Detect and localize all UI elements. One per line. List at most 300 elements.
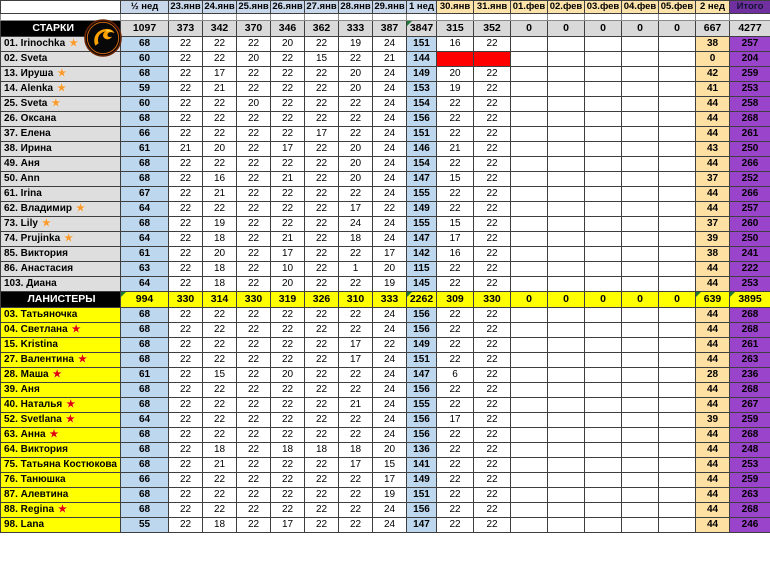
score-cell[interactable]: 22	[271, 82, 305, 97]
score-cell[interactable]: 156	[407, 413, 437, 428]
score-cell[interactable]: 22	[271, 428, 305, 443]
score-cell[interactable]	[585, 413, 622, 428]
score-cell[interactable]	[511, 443, 548, 458]
score-cell[interactable]	[511, 127, 548, 142]
score-cell[interactable]: 22	[305, 308, 339, 323]
score-cell[interactable]: 64	[121, 277, 169, 292]
score-cell[interactable]	[511, 52, 548, 67]
score-cell[interactable]: 156	[407, 428, 437, 443]
score-cell[interactable]: 156	[407, 503, 437, 518]
team-total-cell[interactable]: 0	[548, 292, 585, 308]
score-cell[interactable]: 22	[237, 458, 271, 473]
score-cell[interactable]: 22	[169, 112, 203, 127]
score-cell[interactable]	[585, 458, 622, 473]
team-total-cell[interactable]: 0	[585, 292, 622, 308]
score-cell[interactable]: 241	[730, 247, 770, 262]
score-cell[interactable]: 22	[237, 112, 271, 127]
score-cell[interactable]	[622, 172, 659, 187]
score-cell[interactable]: 44	[696, 308, 730, 323]
player-name-cell[interactable]	[1, 172, 121, 187]
score-cell[interactable]	[622, 398, 659, 413]
score-cell[interactable]: 15	[437, 217, 474, 232]
score-cell[interactable]: 22	[237, 247, 271, 262]
score-cell[interactable]	[622, 247, 659, 262]
score-cell[interactable]: 22	[305, 97, 339, 112]
score-cell[interactable]: 147	[407, 368, 437, 383]
score-cell[interactable]	[511, 308, 548, 323]
score-cell[interactable]: 17	[373, 473, 407, 488]
score-cell[interactable]: 22	[305, 368, 339, 383]
team-total-cell[interactable]: 667	[696, 21, 730, 37]
score-cell[interactable]: 22	[474, 172, 511, 187]
score-cell[interactable]: 22	[474, 82, 511, 97]
score-cell[interactable]	[511, 473, 548, 488]
score-cell[interactable]: 22	[474, 503, 511, 518]
score-cell[interactable]: 21	[271, 172, 305, 187]
score-cell[interactable]: 22	[339, 308, 373, 323]
score-cell[interactable]	[511, 37, 548, 52]
team-total-cell[interactable]: 319	[271, 292, 305, 308]
score-cell[interactable]	[511, 353, 548, 368]
corner-blank-cell[interactable]	[1, 1, 121, 14]
score-cell[interactable]: 68	[121, 503, 169, 518]
score-cell[interactable]	[511, 518, 548, 533]
score-cell[interactable]	[585, 428, 622, 443]
score-cell[interactable]: 22	[169, 202, 203, 217]
score-cell[interactable]: 18	[203, 518, 237, 533]
column-header[interactable]: 03.фев	[585, 1, 622, 14]
score-cell[interactable]: 64	[121, 202, 169, 217]
score-cell[interactable]: 146	[407, 142, 437, 157]
score-cell[interactable]: 17	[305, 127, 339, 142]
score-cell[interactable]: 155	[407, 398, 437, 413]
score-cell[interactable]: 22	[271, 503, 305, 518]
score-cell[interactable]	[585, 383, 622, 398]
score-cell[interactable]	[622, 458, 659, 473]
score-cell[interactable]	[585, 202, 622, 217]
score-cell[interactable]: 18	[203, 277, 237, 292]
score-cell[interactable]: 266	[730, 157, 770, 172]
score-cell[interactable]	[659, 142, 696, 157]
team-total-cell[interactable]: 0	[622, 21, 659, 37]
score-cell[interactable]: 22	[203, 503, 237, 518]
score-cell[interactable]	[548, 458, 585, 473]
player-name-cell[interactable]	[1, 428, 121, 443]
score-cell[interactable]: 22	[305, 262, 339, 277]
score-cell[interactable]	[585, 157, 622, 172]
score-cell[interactable]: 22	[474, 368, 511, 383]
score-cell[interactable]	[659, 112, 696, 127]
score-cell[interactable]	[585, 172, 622, 187]
score-cell[interactable]	[659, 383, 696, 398]
score-cell[interactable]	[659, 247, 696, 262]
score-cell[interactable]: 22	[339, 413, 373, 428]
score-cell[interactable]	[659, 443, 696, 458]
score-cell[interactable]: 43	[696, 142, 730, 157]
player-name-cell[interactable]	[1, 353, 121, 368]
score-cell[interactable]: 24	[373, 82, 407, 97]
score-cell[interactable]: 61	[121, 142, 169, 157]
score-cell[interactable]: 20	[203, 142, 237, 157]
score-cell[interactable]: 22	[169, 52, 203, 67]
score-cell[interactable]: 68	[121, 37, 169, 52]
score-cell[interactable]: 44	[696, 443, 730, 458]
score-cell[interactable]: 22	[339, 428, 373, 443]
score-cell[interactable]	[511, 142, 548, 157]
score-cell[interactable]: 28	[696, 368, 730, 383]
score-cell[interactable]: 68	[121, 157, 169, 172]
score-cell[interactable]: 20	[271, 368, 305, 383]
column-header[interactable]: ½ нед	[121, 1, 169, 14]
score-cell[interactable]: 68	[121, 488, 169, 503]
score-cell[interactable]: 253	[730, 82, 770, 97]
score-cell[interactable]	[659, 232, 696, 247]
team-name-cell[interactable]: СТАРКИ	[1, 21, 121, 37]
score-cell[interactable]	[585, 187, 622, 202]
team-total-cell[interactable]: 0	[548, 21, 585, 37]
team-total-cell[interactable]: 370	[237, 21, 271, 37]
score-cell[interactable]: 22	[305, 67, 339, 82]
score-cell[interactable]: 22	[437, 187, 474, 202]
score-cell[interactable]: 22	[271, 488, 305, 503]
score-cell[interactable]: 20	[271, 277, 305, 292]
score-cell[interactable]	[511, 383, 548, 398]
score-cell[interactable]: 22	[237, 428, 271, 443]
score-cell[interactable]: 22	[271, 338, 305, 353]
score-cell[interactable]	[659, 217, 696, 232]
empty-cell[interactable]	[339, 14, 373, 21]
score-cell[interactable]: 21	[271, 232, 305, 247]
score-cell[interactable]: 149	[407, 67, 437, 82]
score-cell[interactable]: 149	[407, 338, 437, 353]
score-cell[interactable]: 44	[696, 353, 730, 368]
score-cell[interactable]: 17	[271, 518, 305, 533]
empty-cell[interactable]	[696, 14, 730, 21]
score-cell[interactable]: 22	[437, 112, 474, 127]
score-cell[interactable]: 17	[271, 247, 305, 262]
score-cell[interactable]: 22	[237, 323, 271, 338]
player-name-cell[interactable]	[1, 488, 121, 503]
team-total-cell[interactable]: 2262	[407, 292, 437, 308]
column-header[interactable]: 24.янв	[204, 1, 235, 13]
score-cell[interactable]: 18	[271, 443, 305, 458]
score-cell[interactable]	[622, 82, 659, 97]
score-cell[interactable]: 22	[237, 82, 271, 97]
score-cell[interactable]	[622, 97, 659, 112]
score-cell[interactable]: 22	[271, 473, 305, 488]
score-cell[interactable]	[659, 127, 696, 142]
score-cell[interactable]: 68	[121, 398, 169, 413]
score-cell[interactable]: 10	[271, 262, 305, 277]
score-cell[interactable]: 22	[339, 503, 373, 518]
score-cell[interactable]: 22	[305, 232, 339, 247]
score-cell[interactable]: 15	[305, 52, 339, 67]
team-total-cell[interactable]: 0	[511, 292, 548, 308]
score-cell[interactable]: 24	[373, 323, 407, 338]
score-cell[interactable]: 22	[169, 488, 203, 503]
column-header[interactable]: 31.янв	[474, 1, 511, 14]
score-cell[interactable]: 22	[203, 488, 237, 503]
score-cell[interactable]: 67	[121, 187, 169, 202]
score-cell[interactable]: 22	[339, 277, 373, 292]
score-cell[interactable]	[622, 217, 659, 232]
score-cell[interactable]: 151	[407, 488, 437, 503]
score-cell[interactable]: 17	[437, 413, 474, 428]
score-cell[interactable]: 22	[271, 458, 305, 473]
score-cell[interactable]: 22	[203, 353, 237, 368]
score-cell[interactable]	[659, 202, 696, 217]
score-cell[interactable]: 22	[474, 518, 511, 533]
score-cell[interactable]: 22	[437, 398, 474, 413]
team-total-cell[interactable]: 639	[696, 292, 730, 308]
score-cell[interactable]: 22	[169, 232, 203, 247]
empty-cell[interactable]	[511, 14, 548, 21]
score-cell[interactable]	[622, 127, 659, 142]
score-cell[interactable]: 22	[437, 308, 474, 323]
score-cell[interactable]: 22	[169, 323, 203, 338]
score-cell[interactable]: 60	[121, 97, 169, 112]
score-cell[interactable]: 68	[121, 323, 169, 338]
score-cell[interactable]: 24	[373, 187, 407, 202]
score-cell[interactable]	[585, 277, 622, 292]
score-cell[interactable]: 22	[474, 247, 511, 262]
score-cell[interactable]: 18	[203, 232, 237, 247]
score-cell[interactable]	[548, 323, 585, 338]
score-cell[interactable]: 21	[373, 52, 407, 67]
score-cell[interactable]: 22	[237, 383, 271, 398]
score-cell[interactable]: 21	[203, 82, 237, 97]
score-cell[interactable]: 68	[121, 383, 169, 398]
score-cell[interactable]: 22	[305, 488, 339, 503]
score-cell[interactable]: 22	[169, 518, 203, 533]
team-total-cell[interactable]: 3847	[407, 21, 437, 37]
score-cell[interactable]	[585, 67, 622, 82]
score-cell[interactable]: 22	[169, 503, 203, 518]
score-cell[interactable]: 154	[407, 97, 437, 112]
player-name-cell[interactable]	[1, 187, 121, 202]
score-cell[interactable]: 15	[373, 458, 407, 473]
team-total-cell[interactable]: 333	[339, 21, 373, 37]
score-cell[interactable]: 20	[373, 262, 407, 277]
score-cell[interactable]: 22	[305, 413, 339, 428]
score-cell[interactable]: 22	[237, 398, 271, 413]
score-cell[interactable]: 22	[237, 308, 271, 323]
score-cell[interactable]: 20	[271, 37, 305, 52]
score-cell[interactable]: 22	[305, 458, 339, 473]
score-cell[interactable]: 24	[373, 353, 407, 368]
score-cell[interactable]	[511, 172, 548, 187]
score-cell[interactable]: 22	[237, 368, 271, 383]
score-cell[interactable]: 68	[121, 458, 169, 473]
score-cell[interactable]: 22	[474, 37, 511, 52]
score-cell[interactable]: 44	[696, 473, 730, 488]
score-cell[interactable]: 15	[203, 368, 237, 383]
score-cell[interactable]: 42	[696, 67, 730, 82]
score-cell[interactable]: 253	[730, 458, 770, 473]
empty-cell[interactable]	[548, 14, 585, 21]
score-cell[interactable]: 20	[339, 142, 373, 157]
score-cell[interactable]	[585, 217, 622, 232]
score-cell[interactable]: 68	[121, 338, 169, 353]
score-cell[interactable]: 22	[169, 473, 203, 488]
team-total-cell[interactable]: 0	[622, 292, 659, 308]
score-cell[interactable]	[659, 518, 696, 533]
score-cell[interactable]	[585, 338, 622, 353]
column-header[interactable]: 28.янв	[340, 1, 371, 13]
score-cell[interactable]: 156	[407, 323, 437, 338]
player-name-cell[interactable]	[1, 127, 121, 142]
score-cell[interactable]: 246	[730, 518, 770, 533]
score-cell[interactable]: 147	[407, 518, 437, 533]
score-cell[interactable]: 44	[696, 157, 730, 172]
score-cell[interactable]	[622, 142, 659, 157]
score-cell[interactable]	[548, 172, 585, 187]
score-cell[interactable]	[548, 52, 585, 67]
score-cell[interactable]	[622, 503, 659, 518]
score-cell[interactable]	[585, 473, 622, 488]
score-cell[interactable]: 24	[373, 127, 407, 142]
score-cell[interactable]: 20	[339, 82, 373, 97]
score-cell[interactable]	[548, 308, 585, 323]
score-cell[interactable]: 22	[339, 518, 373, 533]
score-cell[interactable]: 142	[407, 247, 437, 262]
score-cell[interactable]: 22	[437, 443, 474, 458]
score-cell[interactable]: 250	[730, 142, 770, 157]
score-cell[interactable]	[511, 338, 548, 353]
score-cell[interactable]: 22	[474, 428, 511, 443]
score-cell[interactable]: 22	[271, 187, 305, 202]
score-cell[interactable]: 151	[407, 37, 437, 52]
score-cell[interactable]	[511, 97, 548, 112]
score-cell[interactable]: 55	[121, 518, 169, 533]
score-cell[interactable]: 22	[305, 323, 339, 338]
score-cell[interactable]: 68	[121, 112, 169, 127]
score-cell[interactable]	[548, 443, 585, 458]
score-cell[interactable]: 20	[339, 172, 373, 187]
score-cell[interactable]: 22	[237, 338, 271, 353]
score-cell[interactable]: 24	[373, 172, 407, 187]
score-cell[interactable]: 22	[203, 428, 237, 443]
score-cell[interactable]: 22	[237, 277, 271, 292]
team-total-cell[interactable]: 0	[585, 21, 622, 37]
score-cell[interactable]: 19	[339, 37, 373, 52]
score-cell[interactable]	[622, 383, 659, 398]
score-cell[interactable]: 24	[373, 97, 407, 112]
score-cell[interactable]: 22	[271, 112, 305, 127]
score-cell[interactable]	[622, 67, 659, 82]
score-cell[interactable]: 38	[696, 37, 730, 52]
score-cell[interactable]	[585, 368, 622, 383]
score-cell[interactable]: 18	[305, 443, 339, 458]
score-cell[interactable]: 22	[474, 488, 511, 503]
score-cell[interactable]: 16	[437, 37, 474, 52]
score-cell[interactable]: 22	[339, 488, 373, 503]
player-name-cell[interactable]	[1, 277, 121, 292]
player-name-cell[interactable]	[1, 67, 121, 82]
player-name-cell[interactable]	[1, 383, 121, 398]
score-cell[interactable]: 22	[237, 353, 271, 368]
score-cell[interactable]: 22	[203, 398, 237, 413]
score-cell[interactable]	[511, 277, 548, 292]
score-cell[interactable]	[548, 202, 585, 217]
score-cell[interactable]	[622, 52, 659, 67]
score-cell[interactable]	[622, 518, 659, 533]
team-total-cell[interactable]: 342	[203, 21, 237, 37]
score-cell[interactable]	[548, 247, 585, 262]
team-total-cell[interactable]: 352	[474, 21, 511, 37]
team-total-cell[interactable]: 333	[373, 292, 407, 308]
score-cell[interactable]	[548, 187, 585, 202]
score-cell[interactable]: 147	[407, 232, 437, 247]
score-cell[interactable]: 44	[696, 323, 730, 338]
score-cell[interactable]: 268	[730, 383, 770, 398]
score-cell[interactable]	[659, 187, 696, 202]
score-cell[interactable]: 22	[169, 413, 203, 428]
score-cell[interactable]: 22	[474, 262, 511, 277]
score-cell[interactable]	[585, 308, 622, 323]
score-cell[interactable]: 22	[169, 308, 203, 323]
score-cell[interactable]: 37	[696, 217, 730, 232]
score-cell[interactable]: 257	[730, 37, 770, 52]
score-cell[interactable]	[548, 353, 585, 368]
score-cell[interactable]	[622, 338, 659, 353]
empty-cell[interactable]	[474, 14, 511, 21]
column-header[interactable]: 05.фев	[659, 1, 696, 14]
score-cell[interactable]	[511, 187, 548, 202]
score-cell[interactable]	[659, 323, 696, 338]
empty-cell[interactable]	[730, 14, 770, 21]
score-cell[interactable]: 44	[696, 503, 730, 518]
score-cell[interactable]: 22	[169, 172, 203, 187]
player-name-cell[interactable]	[1, 262, 121, 277]
score-cell[interactable]	[585, 52, 622, 67]
score-cell[interactable]: 39	[696, 232, 730, 247]
score-cell[interactable]	[585, 353, 622, 368]
score-cell[interactable]: 22	[305, 503, 339, 518]
score-cell[interactable]: 22	[474, 473, 511, 488]
score-cell[interactable]	[585, 443, 622, 458]
player-name-cell[interactable]	[1, 398, 121, 413]
score-cell[interactable]: 22	[437, 262, 474, 277]
score-cell[interactable]	[659, 353, 696, 368]
score-cell[interactable]: 22	[305, 112, 339, 127]
player-name-cell[interactable]	[1, 413, 121, 428]
score-cell[interactable]	[585, 262, 622, 277]
score-cell[interactable]: 22	[169, 338, 203, 353]
score-cell[interactable]	[622, 112, 659, 127]
player-name-cell[interactable]	[1, 458, 121, 473]
score-cell[interactable]	[548, 67, 585, 82]
score-cell[interactable]: 22	[305, 37, 339, 52]
score-cell[interactable]: 204	[730, 52, 770, 67]
score-cell[interactable]: 6	[437, 368, 474, 383]
column-header[interactable]: 27.янв	[306, 1, 337, 13]
score-cell[interactable]	[548, 488, 585, 503]
score-cell[interactable]	[548, 217, 585, 232]
score-cell[interactable]: 22	[437, 428, 474, 443]
score-cell[interactable]: 22	[237, 172, 271, 187]
score-cell[interactable]: 22	[339, 383, 373, 398]
score-cell[interactable]	[585, 142, 622, 157]
score-cell[interactable]: 20	[203, 247, 237, 262]
score-cell[interactable]: 20	[437, 67, 474, 82]
empty-cell[interactable]	[407, 14, 437, 21]
score-cell[interactable]	[511, 217, 548, 232]
score-cell[interactable]: 22	[271, 97, 305, 112]
score-cell[interactable]	[659, 262, 696, 277]
score-cell[interactable]	[659, 172, 696, 187]
score-cell[interactable]: 24	[373, 518, 407, 533]
